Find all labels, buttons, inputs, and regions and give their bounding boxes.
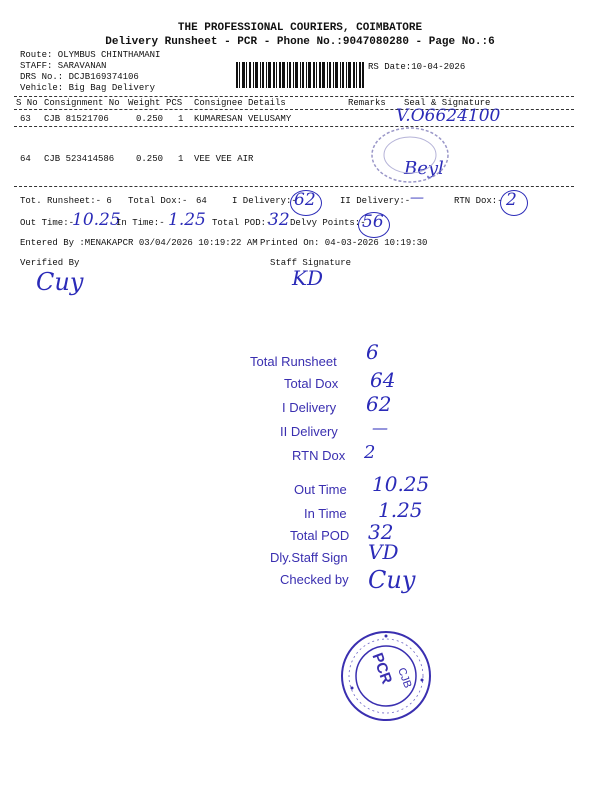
stamp-value-dly-staff-sign: VD	[368, 540, 399, 564]
stamp-label-dly-staff-sign: Dly.Staff Sign	[270, 550, 348, 565]
delvy-points-hw: 56	[362, 212, 384, 232]
seal-subtext: CJB	[395, 666, 414, 690]
ii-delivery-hw: —	[410, 190, 424, 206]
route-text: Route: OLYMBUS CHINTHAMANI	[20, 50, 161, 60]
row-consignment: CJB 81521706	[44, 114, 109, 124]
rtn-dox-hw: 2	[506, 190, 517, 210]
stamp-value-total-pod: 32	[368, 520, 394, 544]
entered-by: Entered By :MENAKAPCR 03/04/2026 10:19:22 AM	[20, 238, 258, 248]
stamp-label-total-runsheet: Total Runsheet	[250, 354, 337, 369]
col-consignee: Consignee Details	[194, 98, 286, 108]
col-remarks: Remarks	[348, 98, 386, 108]
total-dox-value: 64	[196, 196, 207, 206]
row-pcs: 1	[178, 114, 184, 124]
company-title: THE PROFESSIONAL COURIERS, COIMBATORE	[177, 22, 423, 34]
seal-text: PCR	[368, 650, 396, 687]
header-rule-top	[14, 96, 574, 97]
row-consignee: VEE VEE AIR	[194, 154, 254, 164]
i-delivery-label: I Delivery:-	[232, 196, 297, 206]
col-sno: S No	[16, 98, 38, 108]
total-pod-label: Total POD:-	[212, 218, 272, 228]
stamp-label-total-dox: Total Dox	[284, 376, 339, 391]
stamp-value-ii-delivery: —	[372, 418, 388, 437]
stamp-label-total-pod: Total POD	[290, 528, 350, 543]
ii-delivery-label: II Delivery:-	[340, 196, 411, 206]
faded-seal-icon	[368, 124, 452, 186]
rtn-dox-label: RTN Dox:-	[454, 196, 503, 206]
verified-by-label: Verified By	[20, 258, 80, 268]
total-dox-label: Total Dox:-	[128, 196, 188, 206]
stamp-value-i-delivery: 62	[366, 392, 392, 416]
out-time-label: Out Time:-	[20, 218, 75, 228]
barcode-icon	[236, 62, 364, 88]
row-sno: 64	[20, 154, 31, 164]
stamp-value-in-time: 1.25	[378, 498, 423, 522]
i-delivery-hw: 62	[294, 190, 316, 210]
col-weight: Weight	[128, 98, 161, 108]
row-rule	[14, 126, 574, 127]
row-sno: 63	[20, 114, 31, 124]
runsheet-subtitle: Delivery Runsheet - PCR - Phone No.:9047080280 - Page No.:6	[105, 36, 495, 48]
stamp-label-checked-by: Checked by	[280, 572, 349, 587]
staff-text: STAFF: SARAVANAN	[20, 61, 107, 71]
col-pcs: PCS	[166, 98, 183, 108]
stamp-value-total-runsheet: 6	[366, 340, 379, 364]
row-pcs: 1	[178, 154, 184, 164]
verified-signature: Cuy	[36, 268, 84, 296]
stamp-value-total-dox: 64	[370, 368, 396, 392]
col-seal-signature: Seal & Signature	[404, 98, 491, 108]
stamp-label-ii-delivery: II Delivery	[280, 424, 338, 439]
stamp-label-out-time: Out Time	[294, 482, 347, 497]
row-signature: Beyl	[404, 158, 444, 179]
staff-signature-label: Staff Signature	[270, 258, 352, 268]
stamp-label-in-time: In Time	[304, 506, 347, 521]
delvy-points-label: Delvy Points:-	[290, 218, 366, 228]
drs-text: DRS No.: DCJB169374106	[20, 72, 139, 82]
total-pod-hw: 32	[268, 210, 290, 230]
in-time-hw: 1.25	[168, 210, 206, 230]
vehicle-text: Vehicle: Big Bag Delivery	[20, 83, 156, 93]
staff-signature: KD	[292, 266, 323, 290]
stamp-value-out-time: 10.25	[372, 472, 430, 496]
row-weight: 0.250	[136, 114, 164, 124]
in-time-label: In Time:-	[116, 218, 165, 228]
row-rule	[14, 186, 574, 187]
stamp-label-i-delivery: I Delivery	[282, 400, 337, 415]
row-signature: V.O6624100	[396, 106, 501, 126]
row-weight: 0.250	[136, 154, 164, 164]
rs-date-text: RS Date:10-04-2026	[368, 62, 466, 72]
row-consignee: KUMARESAN VELUSAMY	[194, 114, 292, 124]
printed-on: Printed On: 04-03-2026 10:19:30	[260, 238, 428, 248]
out-time-hw: 10.25	[72, 210, 121, 230]
row-consignment: CJB 523414586	[44, 154, 115, 164]
col-consignment: Consignment No	[44, 98, 120, 108]
tot-runsheet: Tot. Runsheet:- 6	[20, 196, 112, 206]
stamp-label-rtn-dox: RTN Dox	[292, 448, 346, 463]
stamp-value-checked-by: Cuy	[368, 566, 416, 594]
stamp-value-rtn-dox: 2	[364, 442, 376, 463]
